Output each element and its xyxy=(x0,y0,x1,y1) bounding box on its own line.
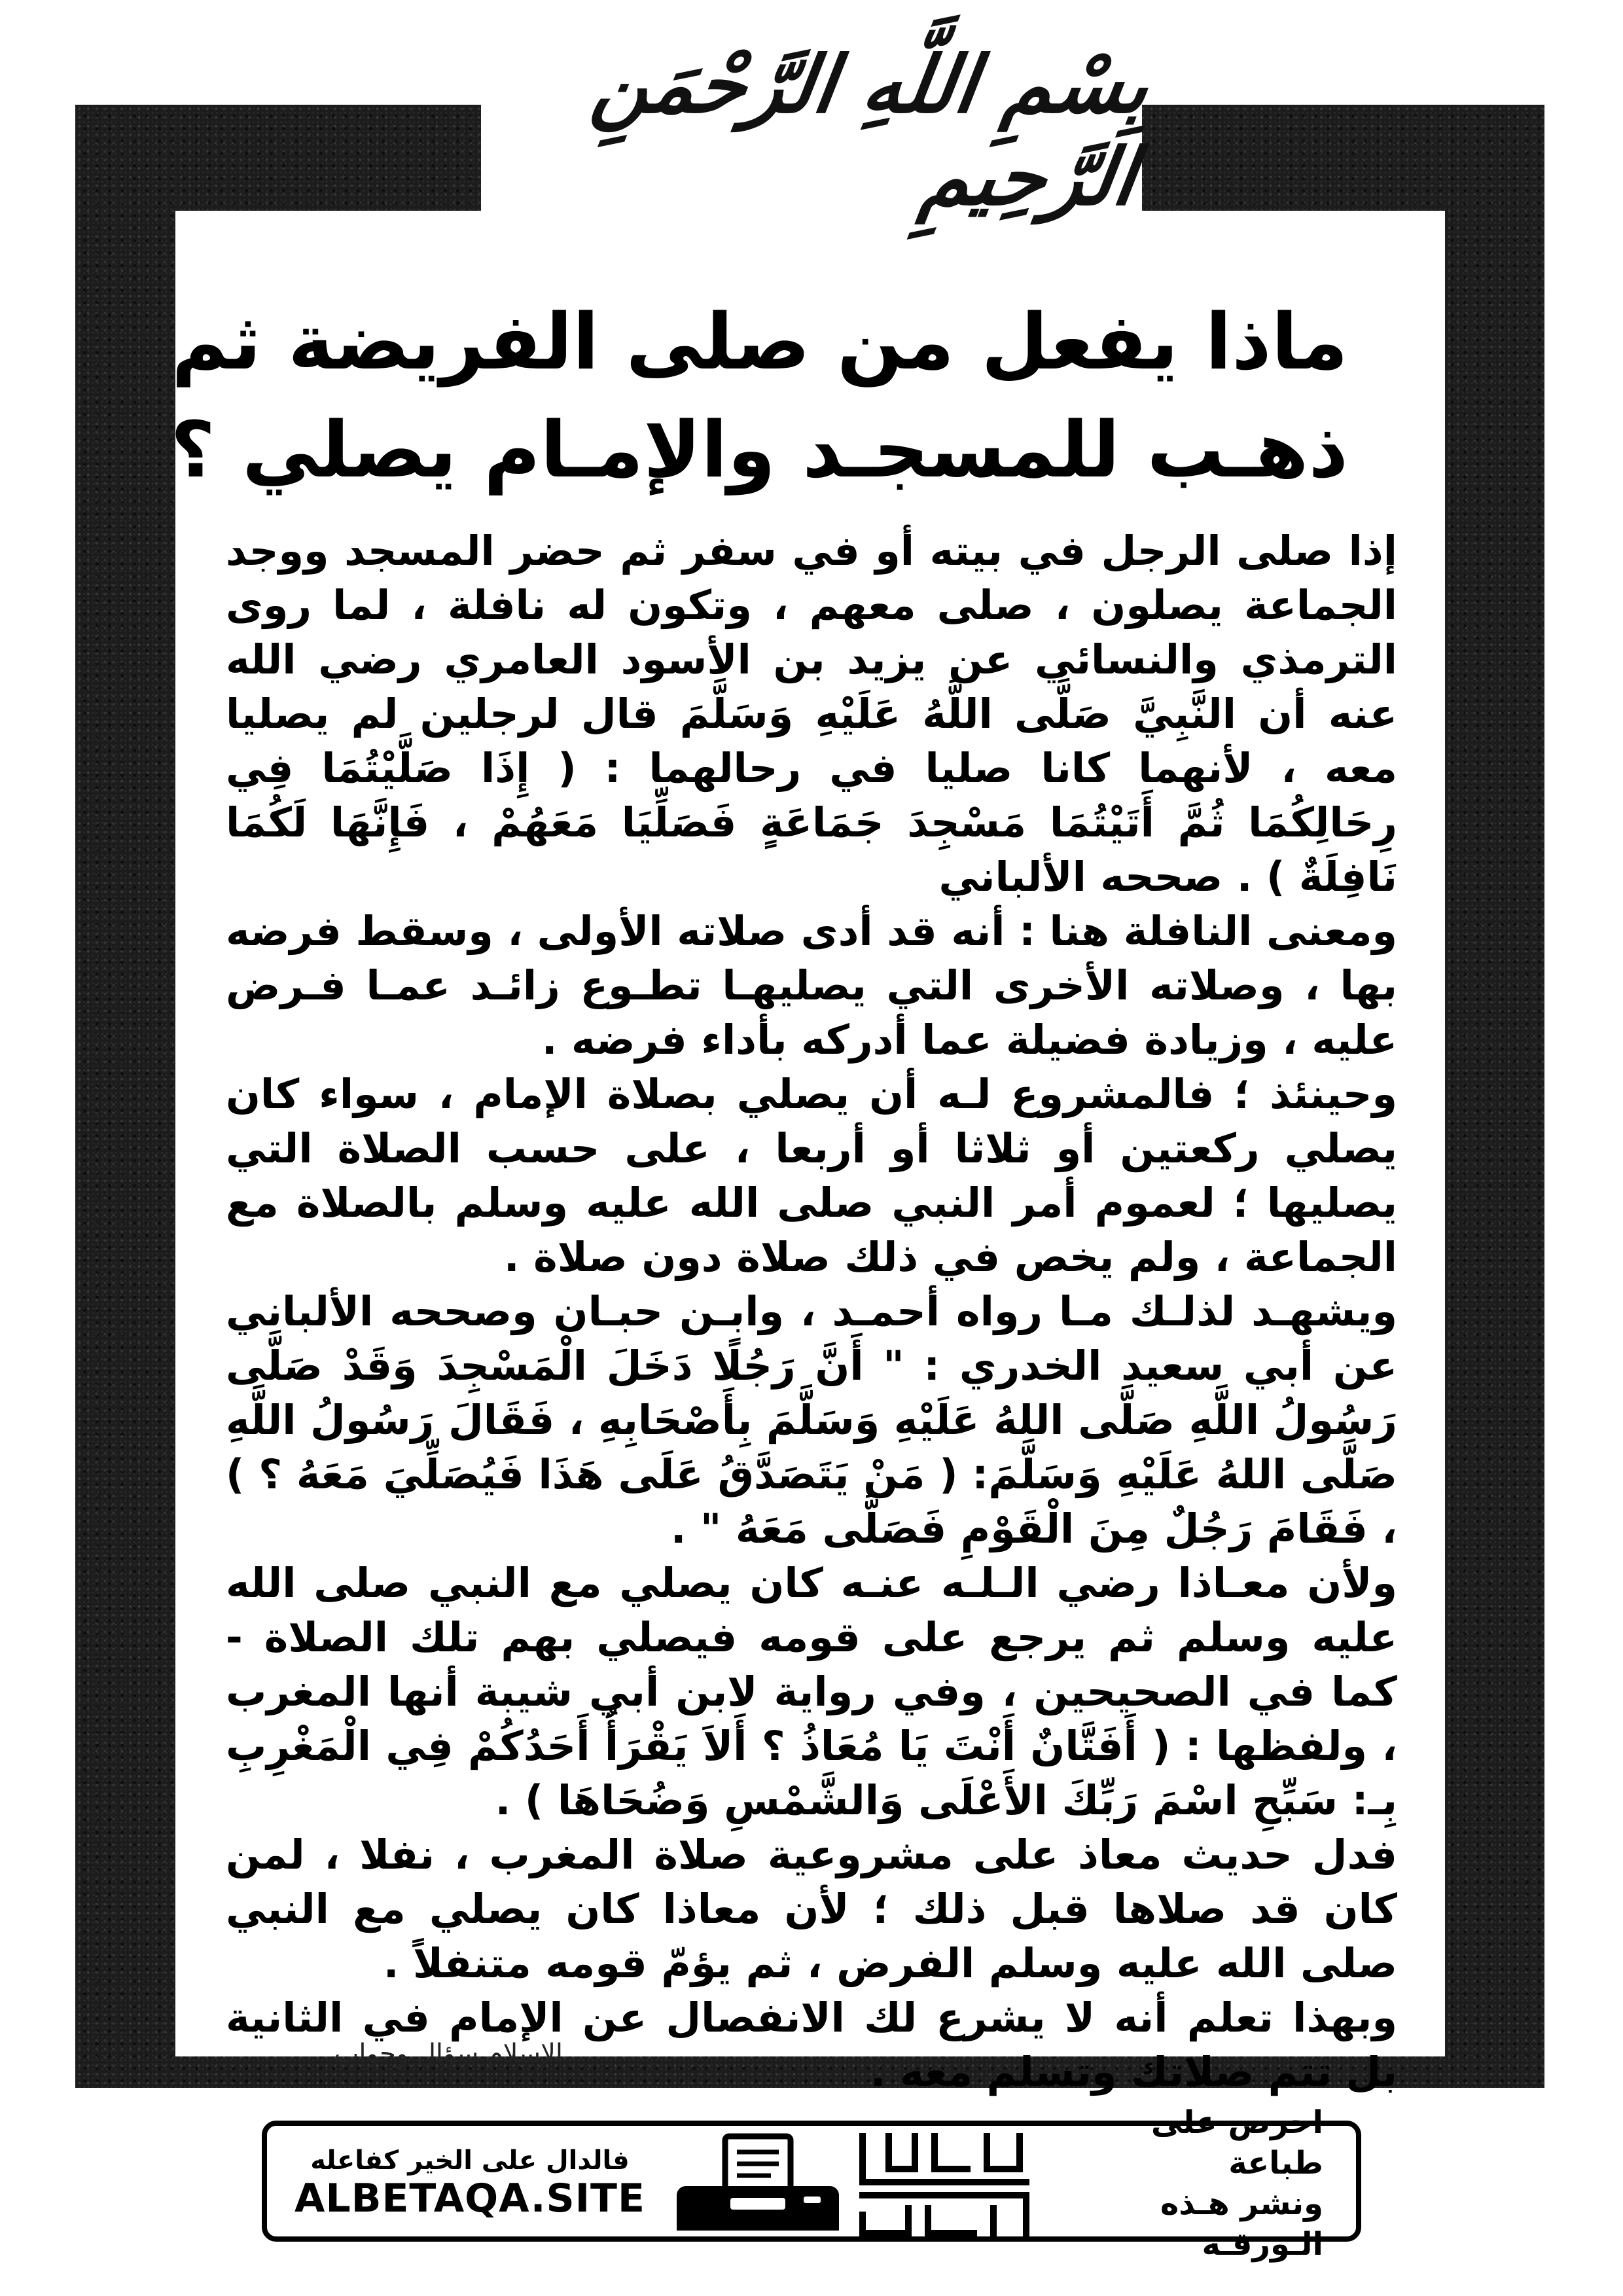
title-line-2: ذهـب للمسجـد والإمـام يصلي ؟ xyxy=(170,404,1348,495)
title-line-1: ماذا يفعل من صلى الفريضة ثم xyxy=(171,296,1348,387)
footer-note-line-1: احرص على طباعة xyxy=(1150,2104,1323,2181)
article-paragraph: وبهذا تعلم أنه لا يشرع لك الانفصال عن الإمام في الثانية بل تتم صلاتك وتسلم معه . xyxy=(226,1994,1397,2096)
article-paragraph: إذا صلى الرجل في بيته أو في سفر ثم حضر المسجد ووجد الجماعة يصلون ، صلى معهم ، وتكون له نافلة ، لما روى الترمذي والنسائي عن يزيد بن الأسود العامري رضي الله عنه أن النَّبِيَّ صَلَّى اللَّهُ عَلَيْهِ وَسَلَّمَ قال لرجلين لم يصليا معه ، لأنهما كانا صليا في رحالهما : ( إِذَا صَلَّيْتُمَا فِي رِحَالِكُمَا ثُمَّ أَتَيْتُمَا مَسْجِدَ جَمَاعَةٍ فَصَلِّيَا مَعَهُمْ ، فَإِنَّهَا لَكُمَا نَافِلَةٌ ) . صححه الألباني xyxy=(226,527,1397,901)
basmala-calligraphy: بِسْمِ اللَّهِ الرَّحْمَنِ الرَّحِيمِ xyxy=(586,39,1155,223)
footer-banner xyxy=(262,2104,1361,2263)
article-paragraph: ومعنى النافلة هنا : أنه قد أدى صلاته الأولى ، وسقط فرضه بها ، وصلاته الأخرى التي يصليهـا تطـوع زائـد عمـا فـرض عليه ، وزيادة فضيلة عما أدركه بأداء فرضه . xyxy=(226,907,1397,1064)
article-paragraph: وحينئذ ؛ فالمشروع لـه أن يصلي بصلاة الإمام ، سواء كان يصلي ركعتين أو ثلاثا أو أربعا ، على حسب الصلاة التي يصليها ؛ لعموم أمر النبي صلى الله عليه وسلم بالصلاة مع الجماعة ، ولم يخص في ذلك صلاة دون صلاة . xyxy=(226,1070,1397,1281)
logo-mark xyxy=(856,2130,1033,2240)
article-body xyxy=(226,524,1397,2099)
page-title xyxy=(170,288,1348,504)
article-paragraph: فدل حديث معاذ على مشروعية صلاة المغرب ، نفلا ، لمن كان قد صلاها قبل ذلك ؛ لأن معاذا كان يصلي مع النبي صلى الله عليه وسلم الفرض ، ثم يؤمّ قومه متنفلاً . xyxy=(226,1831,1397,1987)
footer-slogan-block xyxy=(287,2138,653,2229)
svg-text:دعوتنا الورقة: دعوتنا الورقة xyxy=(944,2187,948,2188)
source-credit: الإسلام سؤال وجواب xyxy=(334,2039,563,2069)
footer-slogan: فالدال على الخير كفاعله xyxy=(310,2145,630,2176)
footer-site-link[interactable]: ALBETAQA.SITE xyxy=(294,2176,645,2221)
article-paragraph: ولأن معـاذا رضي الـلـه عنـه كان يصلي مع النبي صلى الله عليه وسلم ثم يرجع على قومه فيصلي بهم تلك الصلاة - كما في الصحيحين ، وفي رواية لابن أبي شيبة أنها المغرب ، ولفظها : ( أَفَتَّانٌ أَنْتَ يَا مُعَاذُ ؟ أَلاَ يَقْرَأُ أَحَدُكُمْ فِي الْمَغْرِبِ بِـ: سَبِّحِ اسْمَ رَبِّكَ الأَعْلَى وَالشَّمْسِ وَضُحَاهَا ) . xyxy=(226,1559,1397,1824)
footer-note xyxy=(1048,2104,1323,2263)
article-paragraph: ويشهـد لذلـك مـا رواه أحمـد ، وابـن حبـان وصححه الألباني عن أبي سعيد الخدري : " أَنَّ رَجُلًا دَخَلَ الْمَسْجِدَ وَقَدْ صَلَّى رَسُولُ اللَّهِ صَلَّى اللهُ عَلَيْهِ وَسَلَّمَ بِأَصْحَابِهِ ، فَقَالَ رَسُولُ اللَّهِ صَلَّى اللهُ عَلَيْهِ وَسَلَّمَ: ( مَنْ يَتَصَدَّقُ عَلَى هَذَا فَيُصَلِّيَ مَعَهُ ؟ ) ، فَقَامَ رَجُلٌ مِنَ الْقَوْمِ فَصَلَّى مَعَهُ " . xyxy=(226,1287,1397,1552)
footer-note-line-2: ونشر هـذه الـورقـة xyxy=(1160,2185,1323,2263)
printer-icon xyxy=(673,2132,843,2237)
